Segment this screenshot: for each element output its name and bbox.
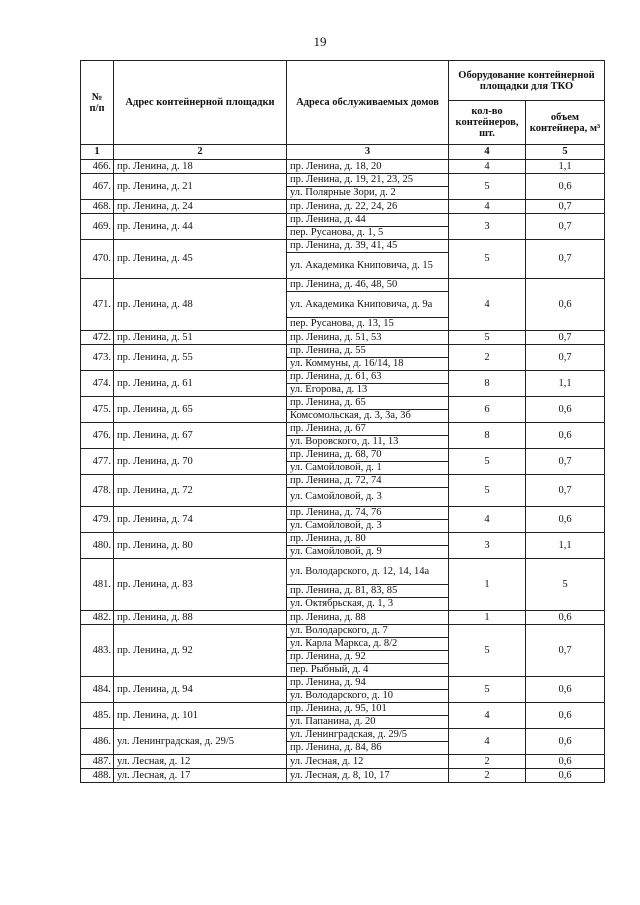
container-volume: 0,6 bbox=[526, 729, 605, 755]
container-volume: 1,1 bbox=[526, 533, 605, 559]
container-count: 4 bbox=[449, 279, 526, 331]
table-row bbox=[81, 611, 605, 625]
table-row bbox=[81, 214, 605, 227]
header-num: № п/п bbox=[81, 61, 114, 145]
table-row bbox=[81, 625, 605, 638]
served-house: пр. Ленина, д. 84, 86 bbox=[287, 742, 449, 755]
container-count: 5 bbox=[449, 331, 526, 345]
served-house: ул. Самойловой, д. 3 bbox=[287, 520, 449, 533]
table-row bbox=[81, 200, 605, 214]
served-house: пр. Ленина, д. 94 bbox=[287, 677, 449, 690]
served-house: пр. Ленина, д. 81, 83, 85 bbox=[287, 585, 449, 598]
served-house: ул. Самойловой, д. 1 bbox=[287, 462, 449, 475]
row-number: 485. bbox=[81, 703, 114, 729]
header-count: кол-во контейнеров, шт. bbox=[449, 101, 526, 145]
served-house: пер. Русанова, д. 1, 5 bbox=[287, 227, 449, 240]
container-count: 6 bbox=[449, 397, 526, 423]
container-count: 5 bbox=[449, 475, 526, 507]
header-equipment: Оборудование контейнерной площадки для ТКО bbox=[449, 61, 605, 101]
container-count: 4 bbox=[449, 200, 526, 214]
served-house: пр. Ленина, д. 65 bbox=[287, 397, 449, 410]
row-number: 488. bbox=[81, 769, 114, 783]
container-count: 5 bbox=[449, 449, 526, 475]
served-house: пр. Ленина, д. 68, 70 bbox=[287, 449, 449, 462]
served-house: ул. Лесная, д. 12 bbox=[287, 755, 449, 769]
table-row bbox=[81, 240, 605, 253]
container-count: 5 bbox=[449, 240, 526, 279]
container-count: 8 bbox=[449, 423, 526, 449]
row-number: 479. bbox=[81, 507, 114, 533]
served-house: ул. Октябрьская, д. 1, 3 bbox=[287, 598, 449, 611]
table-row bbox=[81, 345, 605, 358]
container-count: 4 bbox=[449, 729, 526, 755]
site-address: пр. Ленина, д. 101 bbox=[114, 703, 287, 729]
site-address: пр. Ленина, д. 61 bbox=[114, 371, 287, 397]
row-number: 466. bbox=[81, 160, 114, 174]
table-row bbox=[81, 755, 605, 769]
table-row bbox=[81, 559, 605, 585]
row-number: 484. bbox=[81, 677, 114, 703]
page-number: 19 bbox=[313, 34, 327, 49]
row-number: 470. bbox=[81, 240, 114, 279]
served-house: ул. Лесная, д. 8, 10, 17 bbox=[287, 769, 449, 783]
container-volume: 0,7 bbox=[526, 449, 605, 475]
served-house: пр. Ленина, д. 95, 101 bbox=[287, 703, 449, 716]
site-address: пр. Ленина, д. 51 bbox=[114, 331, 287, 345]
row-number: 486. bbox=[81, 729, 114, 755]
table-row bbox=[81, 423, 605, 436]
site-address: пр. Ленина, д. 92 bbox=[114, 625, 287, 677]
container-volume: 0,6 bbox=[526, 174, 605, 200]
served-house: ул. Володарского, д. 10 bbox=[287, 690, 449, 703]
site-address: ул. Ленинградская, д. 29/5 bbox=[114, 729, 287, 755]
table-row bbox=[81, 703, 605, 716]
site-address: пр. Ленина, д. 44 bbox=[114, 214, 287, 240]
row-number: 480. bbox=[81, 533, 114, 559]
served-house: пр. Ленина, д. 88 bbox=[287, 611, 449, 625]
container-volume: 0,6 bbox=[526, 279, 605, 331]
served-house: ул. Володарского, д. 12, 14, 14а bbox=[287, 559, 449, 585]
container-volume: 0,6 bbox=[526, 397, 605, 423]
container-volume: 0,7 bbox=[526, 240, 605, 279]
container-count: 1 bbox=[449, 611, 526, 625]
row-number: 469. bbox=[81, 214, 114, 240]
container-count: 3 bbox=[449, 533, 526, 559]
container-count: 4 bbox=[449, 507, 526, 533]
container-count: 3 bbox=[449, 214, 526, 240]
table-row bbox=[81, 331, 605, 345]
served-house: пер. Рыбный, д. 4 bbox=[287, 664, 449, 677]
container-volume: 0,7 bbox=[526, 200, 605, 214]
served-house: Комсомольская, д. 3, 3а, 3б bbox=[287, 410, 449, 423]
container-count: 4 bbox=[449, 160, 526, 174]
container-volume: 0,7 bbox=[526, 475, 605, 507]
container-count: 4 bbox=[449, 703, 526, 729]
served-house: ул. Коммуны, д. 16/14, 18 bbox=[287, 358, 449, 371]
served-house: пр. Ленина, д. 61, 63 bbox=[287, 371, 449, 384]
site-address: пр. Ленина, д. 88 bbox=[114, 611, 287, 625]
table-row bbox=[81, 729, 605, 742]
table-row bbox=[81, 533, 605, 546]
site-address: пр. Ленина, д. 21 bbox=[114, 174, 287, 200]
served-house: пр. Ленина, д. 67 bbox=[287, 423, 449, 436]
container-count: 2 bbox=[449, 345, 526, 371]
table-row bbox=[81, 371, 605, 384]
header-houses: Адреса обслуживаемых домов bbox=[287, 61, 449, 145]
index-cell: 4 bbox=[449, 145, 526, 160]
container-volume: 0,6 bbox=[526, 769, 605, 783]
row-number: 481. bbox=[81, 559, 114, 611]
container-volume: 0,6 bbox=[526, 703, 605, 729]
served-house: ул. Полярные Зори, д. 2 bbox=[287, 187, 449, 200]
served-house: пр. Ленина, д. 92 bbox=[287, 651, 449, 664]
row-number: 482. bbox=[81, 611, 114, 625]
served-house: ул. Воровского, д. 11, 13 bbox=[287, 436, 449, 449]
served-house: ул. Карла Маркса, д. 8/2 bbox=[287, 638, 449, 651]
container-count: 5 bbox=[449, 625, 526, 677]
row-number: 477. bbox=[81, 449, 114, 475]
served-house: ул. Егорова, д. 13 bbox=[287, 384, 449, 397]
served-house: пр. Ленина, д. 18, 20 bbox=[287, 160, 449, 174]
index-cell: 2 bbox=[114, 145, 287, 160]
served-house: ул. Академика Книповича, д. 9а bbox=[287, 292, 449, 318]
table-row bbox=[81, 449, 605, 462]
container-volume: 1,1 bbox=[526, 160, 605, 174]
served-house: пр. Ленина, д. 39, 41, 45 bbox=[287, 240, 449, 253]
index-row bbox=[81, 145, 605, 160]
container-volume: 0,7 bbox=[526, 214, 605, 240]
index-cell: 5 bbox=[526, 145, 605, 160]
served-house: пер. Русанова, д. 13, 15 bbox=[287, 318, 449, 331]
served-house: ул. Володарского, д. 7 bbox=[287, 625, 449, 638]
served-house: ул. Самойловой, д. 9 bbox=[287, 546, 449, 559]
site-address: пр. Ленина, д. 94 bbox=[114, 677, 287, 703]
served-house: пр. Ленина, д. 46, 48, 50 bbox=[287, 279, 449, 292]
row-number: 473. bbox=[81, 345, 114, 371]
row-number: 467. bbox=[81, 174, 114, 200]
container-count: 8 bbox=[449, 371, 526, 397]
site-address: пр. Ленина, д. 67 bbox=[114, 423, 287, 449]
site-address: пр. Ленина, д. 48 bbox=[114, 279, 287, 331]
container-volume: 0,6 bbox=[526, 611, 605, 625]
container-volume: 0,6 bbox=[526, 677, 605, 703]
served-house: ул. Папанина, д. 20 bbox=[287, 716, 449, 729]
site-address: пр. Ленина, д. 72 bbox=[114, 475, 287, 507]
container-volume: 0,6 bbox=[526, 755, 605, 769]
served-house: пр. Ленина, д. 51, 53 bbox=[287, 331, 449, 345]
served-house: пр. Ленина, д. 22, 24, 26 bbox=[287, 200, 449, 214]
served-house: пр. Ленина, д. 19, 21, 23, 25 bbox=[287, 174, 449, 187]
served-house: пр. Ленина, д. 74, 76 bbox=[287, 507, 449, 520]
container-count: 2 bbox=[449, 769, 526, 783]
table-row bbox=[81, 769, 605, 783]
container-count: 1 bbox=[449, 559, 526, 611]
served-house: пр. Ленина, д. 55 bbox=[287, 345, 449, 358]
site-address: пр. Ленина, д. 65 bbox=[114, 397, 287, 423]
container-volume: 0,7 bbox=[526, 345, 605, 371]
header-volume: объем контейнера, м³ bbox=[526, 101, 605, 145]
container-volume: 0,7 bbox=[526, 331, 605, 345]
row-number: 475. bbox=[81, 397, 114, 423]
row-number: 476. bbox=[81, 423, 114, 449]
row-number: 474. bbox=[81, 371, 114, 397]
container-count: 5 bbox=[449, 174, 526, 200]
row-number: 487. bbox=[81, 755, 114, 769]
index-cell: 3 bbox=[287, 145, 449, 160]
served-house: пр. Ленина, д. 72, 74 bbox=[287, 475, 449, 488]
served-house: пр. Ленина, д. 80 bbox=[287, 533, 449, 546]
header-address: Адрес контейнерной площадки bbox=[114, 61, 287, 145]
table-body bbox=[81, 160, 605, 783]
table-row bbox=[81, 677, 605, 690]
site-address: ул. Лесная, д. 12 bbox=[114, 755, 287, 769]
table-row bbox=[81, 279, 605, 292]
table-row bbox=[81, 174, 605, 187]
container-count: 5 bbox=[449, 677, 526, 703]
site-address: пр. Ленина, д. 55 bbox=[114, 345, 287, 371]
site-address: пр. Ленина, д. 70 bbox=[114, 449, 287, 475]
table-row bbox=[81, 397, 605, 410]
container-volume: 0,6 bbox=[526, 507, 605, 533]
site-address: пр. Ленина, д. 18 bbox=[114, 160, 287, 174]
container-volume: 5 bbox=[526, 559, 605, 611]
served-house: ул. Академика Книповича, д. 15 bbox=[287, 253, 449, 279]
row-number: 468. bbox=[81, 200, 114, 214]
row-number: 471. bbox=[81, 279, 114, 331]
site-address: ул. Лесная, д. 17 bbox=[114, 769, 287, 783]
container-volume: 1,1 bbox=[526, 371, 605, 397]
site-address: пр. Ленина, д. 83 bbox=[114, 559, 287, 611]
table-row bbox=[81, 475, 605, 488]
served-house: ул. Ленинградская, д. 29/5 bbox=[287, 729, 449, 742]
index-cell: 1 bbox=[81, 145, 114, 160]
container-volume: 0,7 bbox=[526, 625, 605, 677]
served-house: пр. Ленина, д. 44 bbox=[287, 214, 449, 227]
table-row bbox=[81, 160, 605, 174]
container-volume: 0,6 bbox=[526, 423, 605, 449]
row-number: 483. bbox=[81, 625, 114, 677]
row-number: 472. bbox=[81, 331, 114, 345]
site-address: пр. Ленина, д. 24 bbox=[114, 200, 287, 214]
container-count: 2 bbox=[449, 755, 526, 769]
served-house: ул. Самойловой, д. 3 bbox=[287, 488, 449, 507]
row-number: 478. bbox=[81, 475, 114, 507]
container-sites-table bbox=[80, 60, 605, 783]
site-address: пр. Ленина, д. 80 bbox=[114, 533, 287, 559]
site-address: пр. Ленина, д. 45 bbox=[114, 240, 287, 279]
table-row bbox=[81, 507, 605, 520]
site-address: пр. Ленина, д. 74 bbox=[114, 507, 287, 533]
